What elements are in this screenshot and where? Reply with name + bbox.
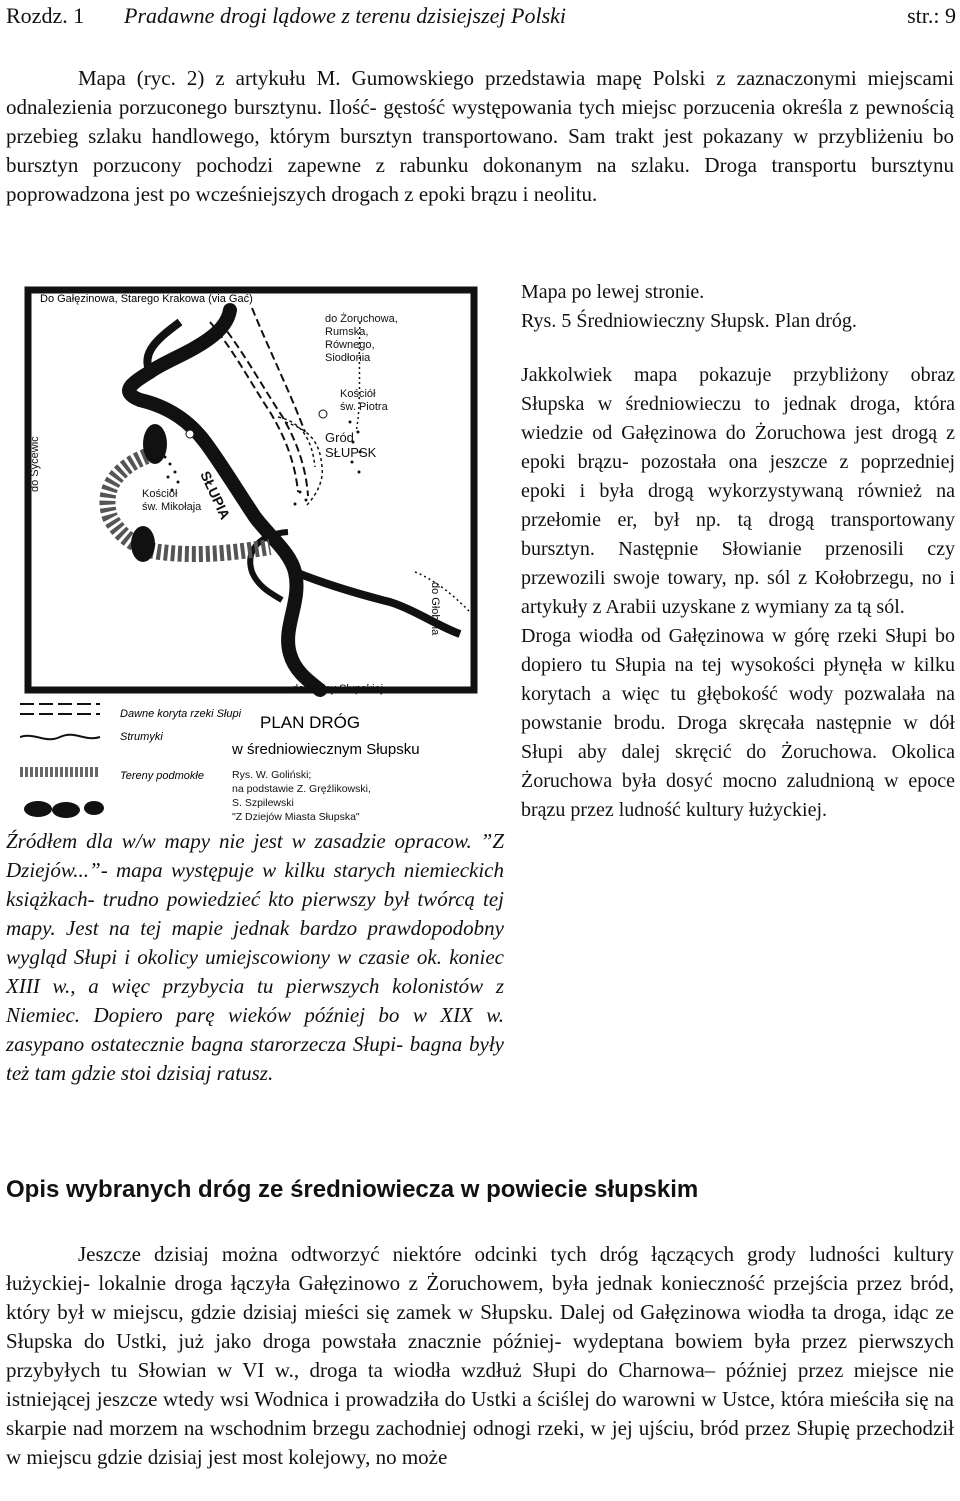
marsh-blob-2 xyxy=(131,526,155,562)
map-label-kosciol-mikolaja-1: Kościół xyxy=(142,488,178,500)
final-paragraph xyxy=(6,1240,954,1472)
chapter-label: Rozdz. 1 xyxy=(6,3,85,28)
legend-strumyki: Strumyki xyxy=(120,731,163,743)
intro-paragraph-text: Mapa (ryc. 2) z artykułu M. Gumowskiego przedstawia mapę Polski z zaznaczonymi miejscami odnalezienia porzuconego bursztynu. Ilość- gęstość występowania tych miejsc porzucenia określa z pewnością przebieg szlaku handlowego, którym bursztyn transportowano. Sam trakt jest pokazany w przybliżeniu bo bursztyn porzucony pochodzi zapewne z rabunku dokonanym na szlaku. Droga transportu bursztynu poprowadzona jest po wcześniejszych drogach z epoki brązu i neolitu. xyxy=(6,66,954,206)
credit-line-1: Rys. W. Goliński; xyxy=(232,769,312,781)
map-frame xyxy=(28,290,474,690)
church-st-nicholas-icon xyxy=(186,430,194,438)
plan-title: PLAN DRÓG xyxy=(260,713,361,732)
map-label-kosciol-mikolaja-2: św. Mikołaja xyxy=(142,501,202,513)
credit-line-2: na podstawie Z. Gręźlikowski, xyxy=(232,783,371,795)
description-2: Droga wiodła od Gałęzinowa w górę rzeki Słupi bo dopiero tu Słupia na tej wysokości płynęła w kilku korytach a więc tu głębokość wody pozwalała na powstanie brodu. Droga skręcała następnie w dół Słupi aby dalej skręcić do Żoruchowa. Okolica Żoruchowa była dosyć mocno zaludnioną w epoce brązu przez ludność kultury łużyckiej. xyxy=(521,625,955,821)
right-column xyxy=(521,278,955,825)
map-label-grod-1: Gród xyxy=(325,430,354,445)
marsh-blob-1 xyxy=(143,424,167,464)
map-label-sycewic: do Sycewic xyxy=(29,436,41,492)
section-title: Opis wybranych dróg ze średniowiecza w powiecie słupskim xyxy=(6,1176,699,1203)
page-number: str.: 9 xyxy=(907,3,956,28)
final-paragraph-text: Jeszcze dzisiaj można odtworzyć niektóre odcinki tych dróg łączących grody ludności kultury łużyckiej- lokalnie droga łączyła Gałęzinowo z Żoruchowem, była jednak konieczność przejścia przez bród, który był w miejscu, gdzie dzisiaj mieści się zamek w Słupsku. Dalej od Gałęzinowa wiodła ta droga, idąc ze Słupska do Ustki, już jako droga powstała znacznie później- wydeptana bowiem była przez pierwszych przybyłych tu Słowian w VI w., droga ta wiodła wzdłuż Słupi do Charnowa– później przez miejsce nie istniejącej jeszcze wtedy wsi Wodnica i prowadziła do Ustki a ściślej do warowni w Ustce, która mieściła się na skarpie nad morzem na wschodnim brzegu zachodniej odnogi rzeki, w jej ujściu, bród przez Słupię przechodził w miejscu gdzie dzisiaj jest most kolejowy, no może xyxy=(6,1242,954,1469)
map-label-zoruchowa-2: Rumska, xyxy=(325,326,369,338)
map-label-grod-2: SŁUPSK xyxy=(325,445,377,460)
map-label-zoruchowa-4: Siodłonia xyxy=(325,352,371,364)
description-1: Jakkolwiek mapa pokazuje przybliżony obraz Słupska w średniowieczu to jednak droga, która wiedzie od Gałęzinowa do Żoruchowa jest drogą z epoki brązu- pozostała ona jeszcze z poprzedniej epoki i była drogą wykorzystywaną również na przełomie er, był np. tą drogą transportowany bursztyn. Następnie Słowianie przenosili czy przewozili swoje towary, np. sól z Kołobrzegu, no i artykuły z Arabii uzyskane z wymiany za tą sól. xyxy=(521,364,955,618)
map-note: Mapa po lewej stronie. xyxy=(521,281,705,303)
legend-tereny: Tereny podmokłe xyxy=(120,770,204,782)
chapter-title: Pradawne drogi lądowe z terenu dzisiejszej Polski xyxy=(124,3,567,28)
map-label-globina: do Głobina xyxy=(429,582,441,636)
map-legend xyxy=(20,704,242,818)
intro-paragraph xyxy=(6,64,954,209)
map-label-top: Do Gałęzinowa, Starego Krakowa (via Gać) xyxy=(40,293,253,305)
credit-line-4: "Z Dziejów Miasta Słupska" xyxy=(232,811,360,822)
map-label-zoruchowa-1: do Żoruchowa, xyxy=(325,313,398,325)
map-label-zoruchowa-3: Równego, xyxy=(325,339,375,351)
page-header xyxy=(6,0,956,32)
map-label-kosciol-piotra-2: św. Piotra xyxy=(340,401,388,413)
church-st-peter-icon xyxy=(319,410,327,418)
map-label-slupia: SŁUPIA xyxy=(197,468,234,522)
credit-line-3: S. Szpilewski xyxy=(232,797,294,809)
medieval-slupsk-map xyxy=(20,282,482,822)
map-label-kosciol-piotra-1: Kościół xyxy=(340,388,376,400)
legend-koryta: Dawne koryta rzeki Słupi xyxy=(120,708,242,720)
figure-title: Rys. 5 Średniowieczny Słupsk. Plan dróg. xyxy=(521,310,857,332)
map-label-krepy: do Krępy Słupskiej xyxy=(292,683,384,695)
map-source-caption: Źródłem dla w/w mapy nie jest w zasadzie opracow. ”Z Dziejów...”- mapa występuje w kilku starych niemieckich książkach- trudno powiedzieć kto pierwszy był twórcą tej mapy. Jest na tej mapie jednak bardzo prawdopodobny wygląd Słupi i okolicy umiejscowiony w czasie ok. koniec XIII w., a więc przybycia tu pierwszych kolonistów z Niemiec. Dopiero parę wieków później bo w XIX w. zasypano ostatecznie bagna starorzecza Słupi- bagna były też tam gdzie stoi dzisiaj ratusz. xyxy=(6,829,504,1085)
plan-subtitle: w średniowiecznym Słupsku xyxy=(232,741,420,758)
